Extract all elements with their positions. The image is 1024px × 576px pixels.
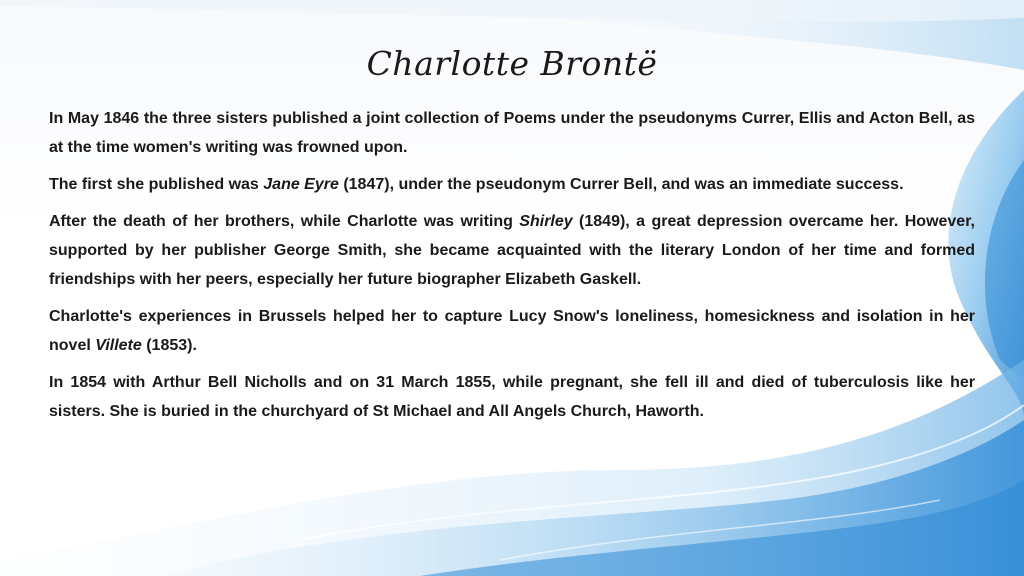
slide-title: Charlotte Brontë: [366, 44, 658, 83]
body-text: [49, 104, 975, 434]
book-title-shirley: Shirley: [519, 213, 573, 230]
paragraph-text: The first she published was: [49, 176, 264, 193]
paragraph-text: (1853).: [141, 337, 197, 354]
paragraph-death: In 1854 with Arthur Bell Nicholls and on 31 March 1855, while pregnant, she fell ill and died of tuberculosis like her sisters. She is buried in the churchyard of St Michael and All Angels Church, Haworth.: [49, 374, 975, 420]
paragraph-villete: [49, 302, 975, 360]
paragraph-text: (1847), under the pseudonym Currer Bell, and was an immediate success.: [338, 176, 904, 193]
paragraph-poems: In May 1846 the three sisters published a joint collection of Poems under the pseudonyms Currer, Ellis and Acton Bell, as at the time women's writing was frowned upon.: [49, 110, 975, 156]
paragraph-text: (1849), a great depression overcame her. However, supported by her publisher George Smith, she became acquainted with the literary London of her time and formed friendships with her peers, especially her future biographer Elizabeth Gaskell.: [49, 213, 975, 288]
paragraph-text: After the death of her brothers, while Charlotte was writing: [49, 213, 520, 230]
paragraph-text: Charlotte's experiences in Brussels helped her to capture Lucy Snow's loneliness, homesickness and isolation in her novel: [49, 308, 975, 354]
book-title-jane-eyre: Jane Eyre: [263, 176, 339, 193]
book-title-villete: Villete: [95, 337, 142, 354]
paragraph-shirley: [49, 207, 975, 294]
paragraph-jane-eyre: [49, 170, 975, 199]
